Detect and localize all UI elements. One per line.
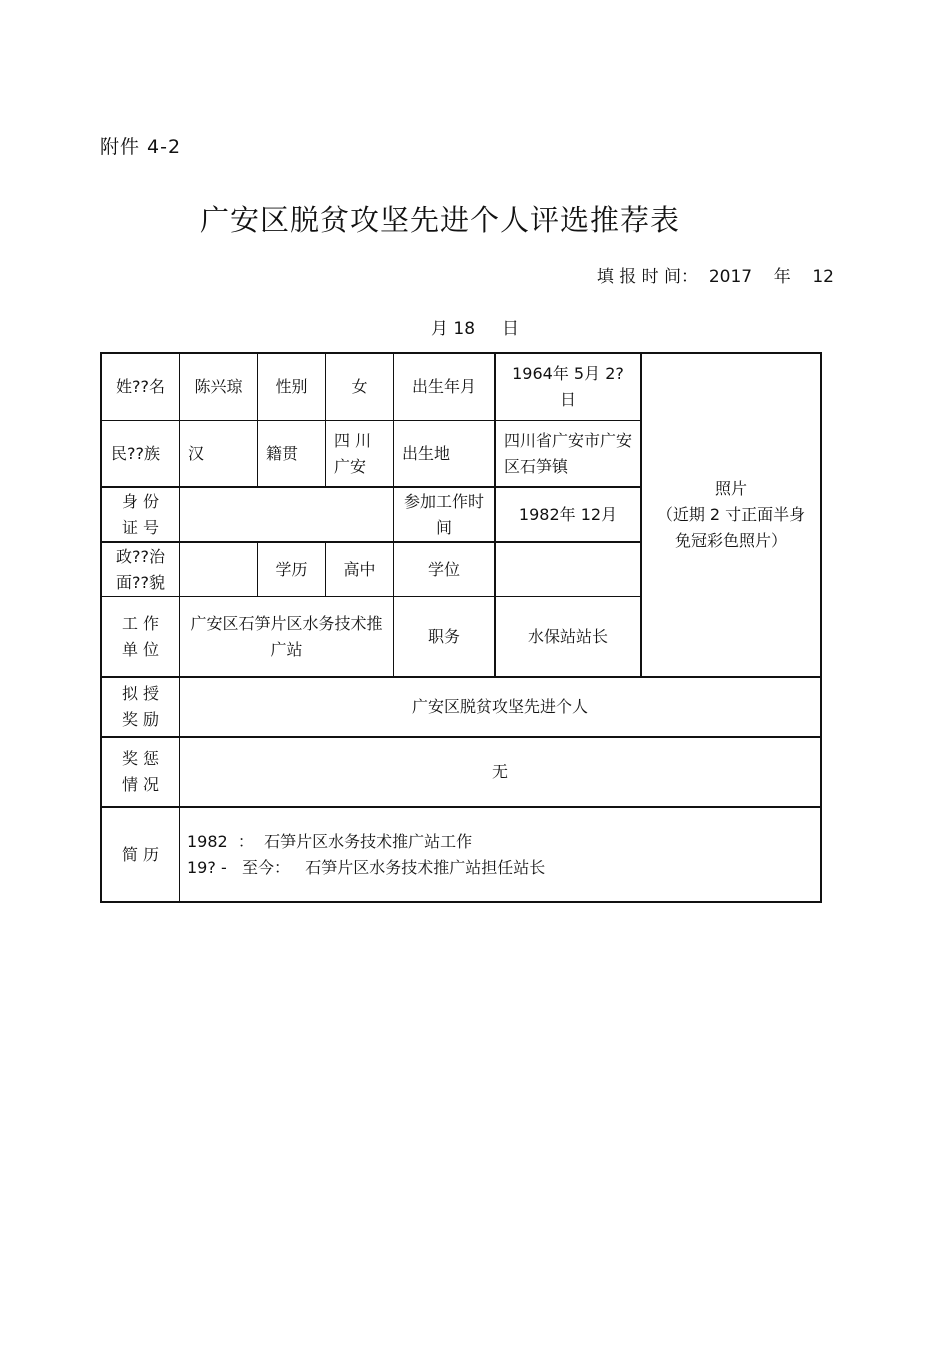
workstart-value: 1982年 12月 — [518, 504, 618, 524]
workunit-value: 广安区石笋片区水务技术推广站 — [190, 613, 383, 659]
gender-value: 女 — [351, 377, 368, 396]
table-border-right — [820, 352, 822, 903]
workstart-label: 参加工作时间 — [403, 491, 484, 537]
award-value: 广安区脱贫攻坚先进个人 — [411, 697, 588, 716]
native-label: 籍贯 — [266, 443, 299, 463]
education-label: 学历 — [275, 559, 308, 579]
resume-content — [180, 808, 820, 901]
attachment-label: 附件 4-2 — [100, 136, 182, 158]
name-label: 姓??名 — [116, 377, 165, 396]
workunit-label: 工 作 单 位 — [121, 613, 160, 659]
id-value — [180, 488, 393, 541]
resume-label: 简 历 — [121, 844, 160, 864]
form-title: 广安区脱贫攻坚先进个人评选推荐表 — [199, 203, 680, 237]
rewards-value: 无 — [491, 762, 508, 781]
birth-label: 出生年月 — [411, 377, 476, 396]
fill-date-line1: 填 报 时 间： 2017 年 12 — [596, 267, 834, 287]
birthplace-label: 出生地 — [402, 443, 451, 463]
native-value: 四 川 广安 — [334, 430, 372, 476]
photo-title: 照片 — [714, 479, 747, 498]
position-label: 职务 — [427, 626, 460, 646]
degree-value — [496, 543, 640, 596]
political-label: 政??治 面??貌 — [116, 546, 165, 592]
degree-label: 学位 — [427, 559, 460, 579]
birthplace-value: 四川省广安市广安区石笋镇 — [504, 430, 633, 476]
award-label: 拟 授 奖 励 — [121, 684, 160, 729]
ethnicity-value: 汉 — [188, 443, 205, 463]
resume-line: 19? - 至今： 石笋片区水务技术推广站担任站长 — [187, 857, 546, 877]
photo-cell — [642, 354, 820, 676]
political-value — [180, 543, 257, 596]
table-border-bottom — [100, 901, 822, 903]
birth-value: 1964年 5月 2?日 — [512, 364, 624, 409]
id-label: 身 份 证 号 — [121, 491, 160, 537]
fill-date-line2: 月 18 日 — [430, 319, 520, 339]
gender-label: 性别 — [275, 377, 308, 396]
ethnicity-label: 民??族 — [111, 443, 160, 463]
education-value: 高中 — [343, 559, 376, 579]
photo-note: （近期 2 寸正面半身免冠彩色照片） — [656, 505, 806, 550]
resume-line: 1982 ： 石笋片区水务技术推广站工作 — [187, 831, 473, 851]
rewards-label: 奖 惩 情 况 — [121, 749, 160, 794]
position-value: 水保站站长 — [527, 626, 608, 646]
name-value: 陈兴琼 — [194, 377, 243, 396]
